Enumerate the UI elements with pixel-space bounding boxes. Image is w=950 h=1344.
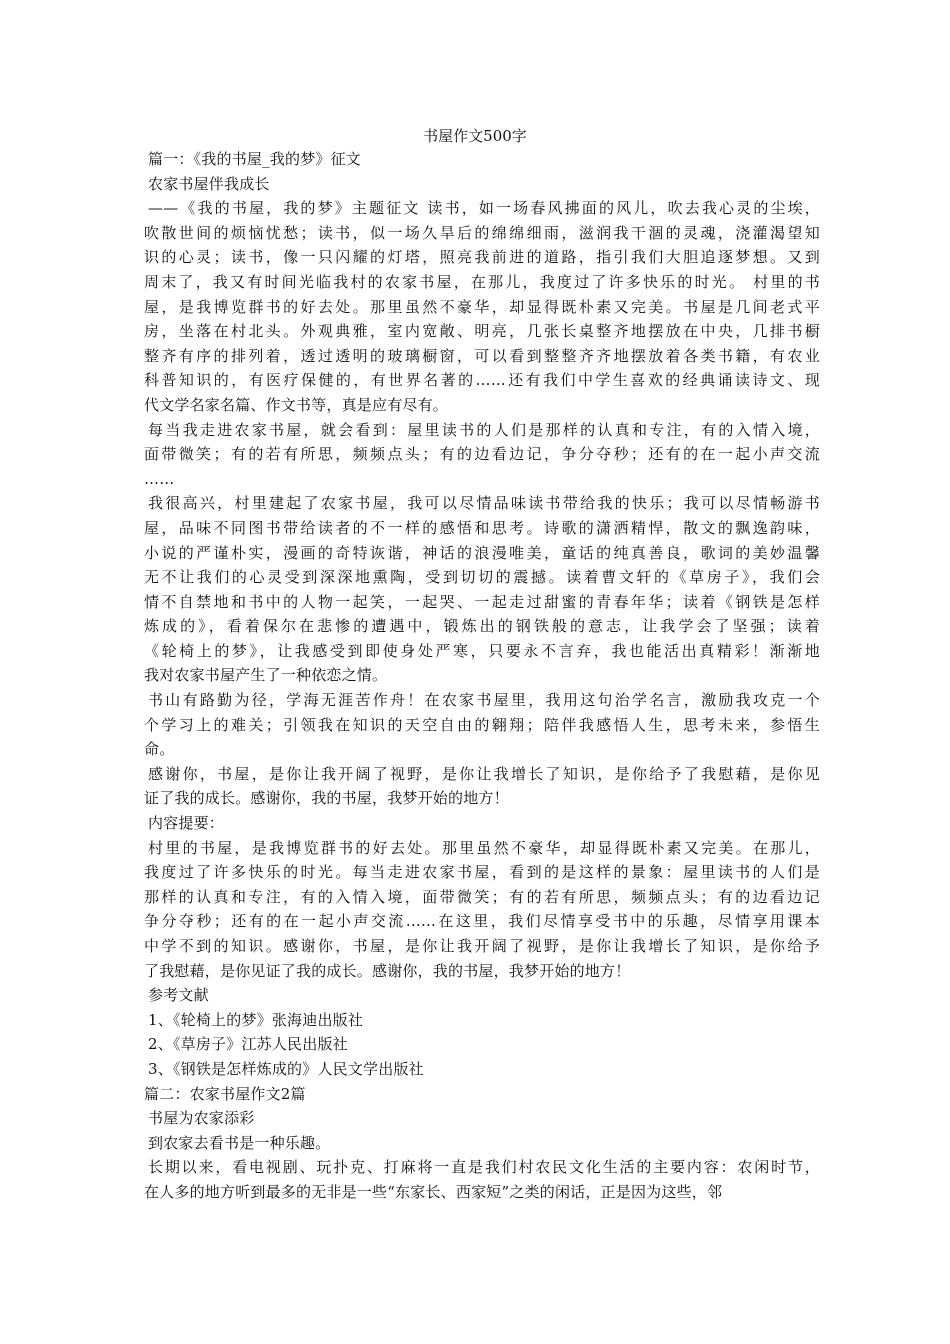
text-line: 识的心灵；读书，像一只闪耀的灯塔，照亮我前进的道路，指引我们大胆追逐梦想。又到 <box>144 248 820 267</box>
paragraph-p8 <box>144 811 820 836</box>
text-line: 那样的认真和专注，有的入情入境，面带微笑；有的若有所思，频频点头；有的边看边记 <box>144 887 820 906</box>
paragraph-p12 <box>144 1032 820 1057</box>
text-line: 我对农家书屋产生了一种依恋之情。 <box>144 666 388 685</box>
paragraph-p1 <box>144 147 820 172</box>
paragraph-p13 <box>144 1057 820 1082</box>
text-line: 在人多的地方听到最多的无非是一些“东家长、西家短”之类的闲话，正是因为这些，邻 <box>144 1182 723 1201</box>
text-line: 我很高兴，村里建起了农家书屋，我可以尽情品味读书带给我的快乐；我可以尽情畅游书 <box>148 494 820 513</box>
text-line: …… <box>144 469 175 488</box>
text-line: 篇一：《我的书屋_我的梦》征文 <box>148 150 362 168</box>
paragraph-p14 <box>144 1082 820 1107</box>
text-line: 长期以来，看电视剧、玩扑克、打麻将一直是我们村农民文化生活的主要内容：农闲时节， <box>148 1158 820 1177</box>
text-line: 整齐有序的排列着，透过透明的玻璃橱窗，可以看到整整齐齐地摆放着各类书籍，有农业 <box>144 346 820 365</box>
paragraph-p15 <box>144 1106 820 1131</box>
paragraph-p4 <box>144 418 820 492</box>
text-line: 内容提要： <box>148 814 225 833</box>
text-line: 房，坐落在村北头。外观典雅，室内宽敞、明亮，几张长桌整齐地摆放在中央，几排书橱 <box>144 322 820 341</box>
text-line: 个学习上的难关；引领我在知识的天空自由的翱翔；陪伴我感悟人生，思考未来，参悟生 <box>144 715 820 734</box>
text-line: 吹散世间的烦恼忧愁；读书，似一场久旱后的绵绵细雨，滋润我干涸的灵魂，浇灌渴望知 <box>144 223 820 242</box>
paragraph-p3 <box>144 196 820 417</box>
paragraph-p11 <box>144 1008 820 1033</box>
paragraph-p6 <box>144 688 820 762</box>
document-title: 书屋作文500字 <box>423 127 527 145</box>
text-line: 我度过了许多快乐的时光。每当走进农家书屋，看到的是这样的景象：屋里读书的人们是 <box>144 863 820 882</box>
text-line: 《轮椅上的梦》，让我感受到即使身处严寒，只要永不言弃，我也能活出真精彩！渐渐地 <box>144 641 820 660</box>
text-line: 周末了，我又有时间光临我村的农家书屋，在那儿，我度过了许多快乐的时光。 村里的书 <box>144 272 820 291</box>
text-line: 到农家去看书是一种乐趣。 <box>148 1133 331 1152</box>
text-line: 小说的严谨朴实，漫画的奇特诙谐，神话的浪漫唯美，童话的纯真善良，歌词的美妙温馨 <box>144 543 820 562</box>
text-line: 面带微笑；有的若有所思，频频点头；有的边看边记，争分夺秒；还有的在一起小声交流 <box>144 445 820 464</box>
text-line: 屋，品味不同图书带给读者的不一样的感悟和思考。诗歌的潇洒精悍，散文的飘逸韵味， <box>144 518 820 537</box>
text-line: 中学不到的知识。感谢你，书屋，是你让我开阔了视野，是你让我增长了知识，是你给予 <box>144 937 820 955</box>
paragraph-p9 <box>144 836 820 984</box>
text-line: 炼成的》，看着保尔在悲惨的遭遇中，锻炼出的钢铁般的意志，让我学会了坚强；读着 <box>144 617 820 636</box>
text-line: 每当我走进农家书屋，就会看到：屋里读书的人们是那样的认真和专注，有的入情入境， <box>148 420 820 439</box>
paragraph-p2 <box>144 172 820 197</box>
text-line: 科普知识的，有医疗保健的，有世界名著的……还有我们中学生喜欢的经典诵读诗文、现 <box>144 371 820 390</box>
text-line: 农家书屋伴我成长 <box>148 174 270 193</box>
text-line: 无不让我们的心灵受到深深地熏陶，受到切切的震撼。读着曹文轩的《草房子》，我们会 <box>144 568 820 587</box>
paragraph-p17 <box>144 1155 820 1204</box>
text-line: 情不自禁地和书中的人物一起笑，一起哭、一起走过甜蜜的青春年华；读着《钢铁是怎样 <box>144 592 820 611</box>
text-line: 2、《草房子》江苏人民出版社 <box>148 1035 348 1054</box>
text-line: 篇二：农家书屋作文2篇 <box>144 1084 306 1103</box>
text-line: 证了我的成长。感谢你，我的书屋，我梦开始的地方！ <box>144 789 509 808</box>
paragraph-p10 <box>144 983 820 1008</box>
text-line: 参考文献 <box>148 986 209 1005</box>
text-line: 命。 <box>144 740 175 759</box>
text-line: 村里的书屋，是我博览群书的好去处。那里虽然不豪华，却显得既朴素又完美。在那儿， <box>148 838 820 857</box>
paragraph-p7 <box>144 762 820 811</box>
text-line: ——《我的书屋，我的梦》主题征文 读书，如一场春风拂面的风儿，吹去我心灵的尘埃， <box>148 199 820 218</box>
text-line: 3、《钢铁是怎样炼成的》人民文学出版社 <box>148 1059 424 1078</box>
paragraph-p5 <box>144 491 820 688</box>
text-line: 争分夺秒；还有的在一起小声交流……在这里，我们尽情享受书中的乐趣，尽情享用课本 <box>144 912 820 931</box>
text-line: 书山有路勤为径，学海无涯苦作舟！在农家书屋里，我用这句治学名言，激励我攻克一个 <box>148 691 820 710</box>
text-line: 了我慰藉，是你见证了我的成长。感谢你，我的书屋，我梦开始的地方！ <box>144 961 631 980</box>
document-body <box>144 147 820 1205</box>
text-line: 书屋为农家添彩 <box>148 1109 255 1128</box>
text-line: 屋，是我博览群书的好去处。那里虽然不豪华，却显得既朴素又完美。书屋是几间老式平 <box>144 297 820 316</box>
text-line: 1、《轮椅上的梦》张海迪出版社 <box>148 1010 364 1029</box>
text-line: 感谢你，书屋，是你让我开阔了视野，是你让我增长了知识，是你给予了我慰藉，是你见 <box>148 764 820 783</box>
paragraph-p16 <box>144 1131 820 1156</box>
text-line: 代文学名家名篇、作文书等，真是应有尽有。 <box>144 395 449 414</box>
